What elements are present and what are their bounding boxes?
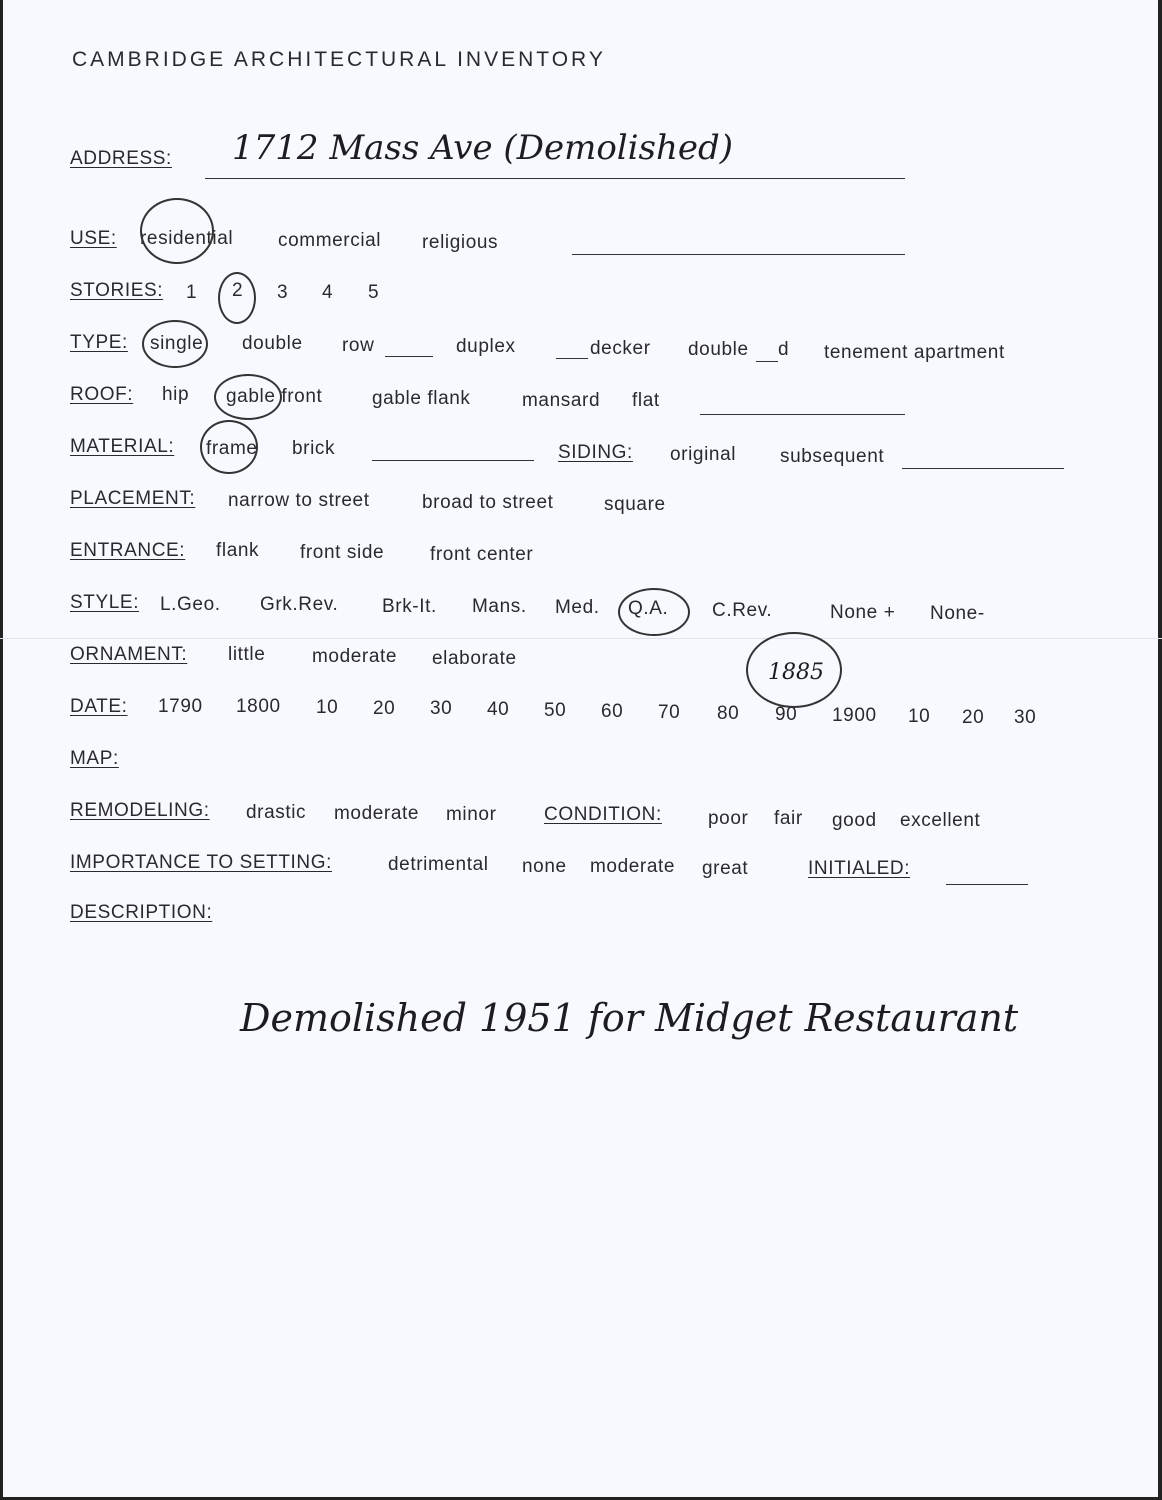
condition-option-excellent[interactable]: excellent [900, 810, 981, 831]
date-option-50[interactable]: 50 [544, 700, 567, 721]
style-option-brkit[interactable]: Brk-It. [382, 596, 437, 617]
date-option-60[interactable]: 60 [601, 701, 624, 722]
entrance-option-front-center[interactable]: front center [430, 544, 534, 565]
date-option-1800[interactable]: 1800 [236, 696, 281, 717]
stories-selection-circle [218, 272, 256, 324]
importance-option-great[interactable]: great [702, 858, 749, 879]
ornament-option-elaborate[interactable]: elaborate [432, 648, 517, 669]
roof-selection-circle [214, 374, 282, 420]
scan-left-edge [0, 0, 3, 1500]
date-selection-circle [746, 632, 842, 708]
placement-option-broad[interactable]: broad to street [422, 492, 554, 513]
date-option-1930[interactable]: 30 [1014, 707, 1037, 728]
remodeling-option-drastic[interactable]: drastic [246, 802, 307, 823]
material-other-line [372, 460, 534, 461]
date-option-80[interactable]: 80 [717, 703, 740, 724]
ornament-label: ORNAMENT: [70, 644, 188, 665]
type-option-row[interactable]: row [342, 335, 375, 356]
date-handwritten-value[interactable]: 1885 [768, 660, 824, 685]
importance-option-moderate[interactable]: moderate [590, 856, 676, 877]
stories-option-5[interactable]: 5 [368, 282, 380, 303]
type-option-double[interactable]: double [242, 333, 303, 354]
material-selection-circle [200, 420, 258, 474]
use-other-line [572, 254, 905, 255]
entrance-option-flank[interactable]: flank [216, 540, 260, 561]
form-title: CAMBRIDGE ARCHITECTURAL INVENTORY [72, 48, 606, 71]
style-option-none-minus[interactable]: None- [930, 603, 985, 624]
fold-line [0, 638, 1162, 639]
condition-option-poor[interactable]: poor [708, 808, 749, 829]
date-option-40[interactable]: 40 [487, 699, 510, 720]
style-selection-circle [618, 588, 690, 636]
material-option-frame[interactable]: frame [206, 438, 258, 459]
style-option-grkrev[interactable]: Grk.Rev. [260, 594, 339, 615]
importance-option-none[interactable]: none [522, 856, 567, 877]
stories-option-2[interactable]: 2 [232, 280, 244, 301]
entrance-label: ENTRANCE: [70, 540, 186, 561]
style-option-med[interactable]: Med. [555, 597, 600, 618]
type-option-duplex[interactable]: duplex [456, 336, 516, 357]
type-option-d-suffix: d [778, 339, 790, 360]
roof-option-hip[interactable]: hip [162, 384, 190, 405]
roof-option-gable-flank[interactable]: gable flank [372, 388, 471, 409]
style-option-lgeo[interactable]: L.Geo. [160, 594, 221, 615]
style-option-qa[interactable]: Q.A. [628, 598, 669, 619]
initialed-line[interactable] [946, 884, 1028, 885]
entrance-option-front-side[interactable]: front side [300, 542, 385, 563]
date-option-1920[interactable]: 20 [962, 707, 985, 728]
type-option-tenement-apartment[interactable]: tenement apartment [824, 342, 1005, 363]
use-option-commercial[interactable]: commercial [278, 230, 382, 251]
type-option-decker[interactable]: decker [590, 338, 651, 359]
importance-label: IMPORTANCE TO SETTING: [70, 852, 332, 873]
siding-option-original[interactable]: original [670, 444, 737, 465]
placement-option-narrow[interactable]: narrow to street [228, 490, 370, 511]
date-label: DATE: [70, 696, 128, 717]
description-value[interactable]: Demolished 1951 for Midget Restaurant [240, 996, 1019, 1040]
roof-other-line [700, 414, 905, 415]
condition-option-fair[interactable]: fair [774, 808, 803, 829]
date-option-70[interactable]: 70 [658, 702, 681, 723]
type-option-double-d[interactable]: double [688, 339, 749, 360]
date-option-1900[interactable]: 1900 [832, 705, 877, 726]
type-option-single[interactable]: single [150, 333, 204, 354]
stories-option-1[interactable]: 1 [186, 282, 198, 303]
ornament-option-little[interactable]: little [228, 644, 266, 665]
initialed-label: INITIALED: [808, 858, 911, 879]
date-option-1910[interactable]: 10 [908, 706, 931, 727]
address-value[interactable]: 1712 Mass Ave (Demolished) [232, 128, 734, 168]
siding-option-subsequent[interactable]: subsequent [780, 446, 885, 467]
type-row-blank [385, 356, 433, 357]
roof-option-mansard[interactable]: mansard [522, 390, 601, 411]
address-label: ADDRESS: [70, 148, 172, 169]
remodeling-option-moderate[interactable]: moderate [334, 803, 420, 824]
placement-label: PLACEMENT: [70, 488, 196, 509]
type-selection-circle [142, 320, 208, 368]
roof-option-flat[interactable]: flat [632, 390, 660, 411]
address-line [205, 178, 905, 179]
siding-other-line [902, 468, 1064, 469]
condition-label: CONDITION: [544, 804, 662, 825]
date-option-90[interactable]: 90 [775, 704, 798, 725]
date-option-1790[interactable]: 1790 [158, 696, 203, 717]
style-option-none-plus[interactable]: None + [830, 602, 896, 623]
material-label: MATERIAL: [70, 436, 175, 457]
use-label: USE: [70, 228, 117, 249]
use-option-residential[interactable]: residential [140, 228, 234, 249]
map-label: MAP: [70, 748, 119, 769]
stories-option-3[interactable]: 3 [277, 282, 289, 303]
date-option-10[interactable]: 10 [316, 697, 339, 718]
roof-label: ROOF: [70, 384, 134, 405]
date-option-20[interactable]: 20 [373, 698, 396, 719]
type-double-d-blank [756, 361, 778, 362]
style-option-mans[interactable]: Mans. [472, 596, 527, 617]
placement-option-square[interactable]: square [604, 494, 666, 515]
description-label: DESCRIPTION: [70, 902, 213, 923]
stories-option-4[interactable]: 4 [322, 282, 334, 303]
use-selection-circle [140, 198, 214, 264]
style-label: STYLE: [70, 592, 140, 613]
use-option-religious[interactable]: religious [422, 232, 499, 253]
scan-right-edge [1158, 0, 1162, 1500]
ornament-option-moderate[interactable]: moderate [312, 646, 398, 667]
condition-option-good[interactable]: good [832, 810, 877, 831]
importance-option-detrimental[interactable]: detrimental [388, 854, 489, 875]
stories-label: STORIES: [70, 280, 164, 301]
material-option-brick[interactable]: brick [292, 438, 336, 459]
type-label: TYPE: [70, 332, 128, 353]
remodeling-option-minor[interactable]: minor [446, 804, 497, 825]
roof-option-gable-front[interactable]: gable front [226, 386, 323, 407]
date-option-30[interactable]: 30 [430, 698, 453, 719]
style-option-crev[interactable]: C.Rev. [712, 600, 773, 621]
remodeling-label: REMODELING: [70, 800, 210, 821]
siding-label: SIDING: [558, 442, 633, 463]
type-decker-blank [556, 358, 588, 359]
